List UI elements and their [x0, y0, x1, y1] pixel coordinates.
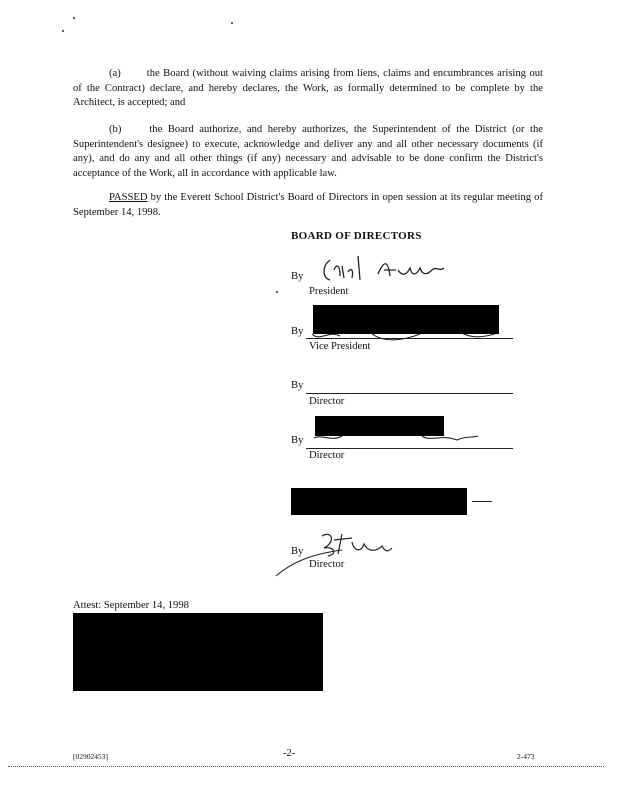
attest-label: Attest:: [73, 600, 102, 611]
footer-rule: [8, 766, 604, 767]
paragraph-b-label: (b): [109, 124, 122, 135]
scan-speck: [276, 291, 278, 293]
redaction-box: [73, 613, 323, 691]
director-signature-fragment: [312, 432, 482, 444]
passed-paragraph: [73, 191, 543, 220]
document-number: [02902453]: [73, 752, 108, 761]
signature-line-2: [306, 338, 513, 339]
paragraph-a: [73, 67, 543, 111]
signer-1-by: By: [291, 271, 304, 282]
signer-4-title: Director: [309, 450, 345, 461]
board-heading: BOARD OF DIRECTORS: [291, 230, 422, 242]
signer-4-by: By: [291, 435, 304, 446]
signature-line-4: [306, 448, 513, 449]
signature-line-3: [306, 393, 513, 394]
scan-speck: [73, 17, 75, 19]
paragraph-b-text: the Board authorize, and hereby authorizes, the Superintendent of the District (or the Superintendent's designee) to execute, acknowledge and deliver any and all other necessary documents (if any), and do any and all other things (if any) necessary and advisable to be done confirm the District's acceptance of the Work, all in accordance with applicable law.: [73, 124, 543, 179]
attest-line: [73, 600, 189, 611]
attest-date: September 14, 1998: [103, 600, 189, 611]
redaction-box: [291, 488, 467, 515]
paragraph-b: [73, 123, 543, 181]
signer-3-by: By: [291, 380, 304, 391]
signer-3-title: Director: [309, 396, 345, 407]
passed-word: PASSED: [109, 192, 148, 203]
scan-speck: [62, 30, 64, 32]
signer-2-by: By: [291, 326, 304, 337]
signature-line-5: [472, 501, 492, 502]
signer-2-title: Vice President: [309, 341, 371, 352]
president-signature: [318, 252, 448, 286]
paragraph-a-label: (a): [109, 68, 121, 79]
page-number: -2-: [283, 748, 296, 759]
signer-6-title: Director: [309, 559, 345, 570]
paragraph-a-text: the Board (without waiving claims arising from liens, claims and encumbrances arising out of the Contract) declare, and hereby declares, the Work, as formally determined to be complete by the Architect, is accepted; and: [73, 68, 543, 108]
signer-6-by: By: [291, 546, 304, 557]
scan-speck: [231, 22, 233, 24]
passed-text: by the Everett School District's Board of Directors in open session at its regular meeting of September 14, 1998.: [73, 192, 543, 218]
signer-1-title: President: [309, 286, 349, 297]
bates-number: 2-473: [517, 752, 535, 761]
